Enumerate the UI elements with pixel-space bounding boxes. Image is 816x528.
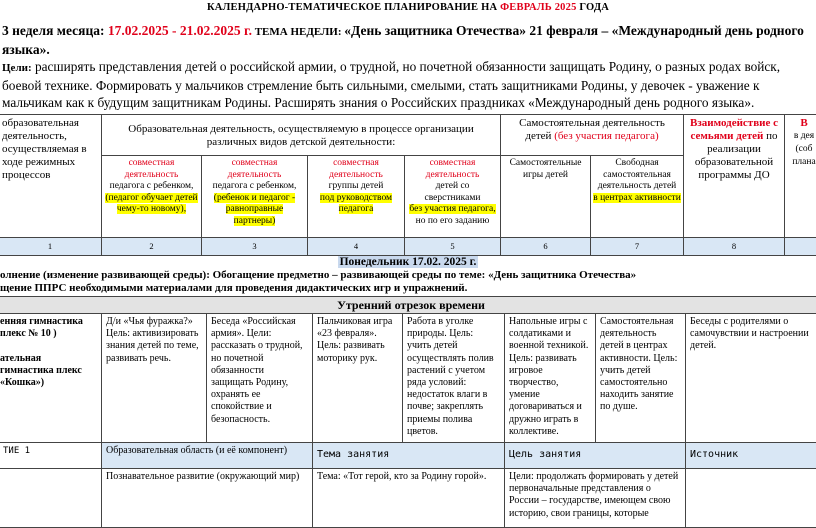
indep-red: (без участия педагога) xyxy=(554,130,659,142)
morning-finger-game: Пальчиковая игра «23 февраля». Цель: развивать моторику рук. xyxy=(312,313,403,443)
header-independent-games: Самостоятельные игры детей xyxy=(500,155,591,238)
sub1-black: педагога с ребенком, xyxy=(109,181,194,191)
lesson-label: ТИЕ 1 xyxy=(0,442,102,469)
sub1-yellow: (педагог обучает детей чему-то новому), xyxy=(105,192,198,214)
col-number-3: 3 xyxy=(201,237,308,256)
environment-line-1: олнение (изменение развивающей среды): Обогащение предметно – развивающей среды по теме: «День защитника Отечества» xyxy=(0,269,637,281)
morning-nature-corner: Работа в уголке природы. Цель: учить детей осуществлять полив растений с учетом ряда условий: недостаток влаги в почве; закреплять приемы полива цветов. xyxy=(402,313,505,443)
indep2-yellow: в центрах активности xyxy=(593,192,681,203)
sub3-yellow: под руководством педагога xyxy=(319,192,393,214)
day-heading xyxy=(0,256,816,268)
family-black: по реализации образовательной программы ДО xyxy=(694,130,778,181)
week-dates: 17.02.2025 - 21.02.2025 г. xyxy=(104,23,252,38)
sub2-red: совместная деятельность xyxy=(227,158,282,180)
day-text: Понедельник 17.02. 2025 г. xyxy=(339,256,477,268)
title-suffix: ГОДА xyxy=(576,2,610,13)
header-organized-activity: Образовательная деятельность, осуществляемую в процессе организации различных видов детской деятельности: xyxy=(101,114,501,156)
col-number-7: 7 xyxy=(590,237,684,256)
morning-floor-games: Напольные игры с солдатиками и военной техникой. Цель: развивать игровое творчество, умение договариваться и дружно играть в коллективе. xyxy=(504,313,596,443)
environment-line-2: щение ППРС необходимыми материалами для проведения дидактических игр и упражнений. xyxy=(0,282,468,294)
header-sub-group xyxy=(307,155,405,238)
header-last-col xyxy=(784,114,816,238)
last-black: в дея (соб плана xyxy=(792,131,816,167)
header-sub-teacher-child xyxy=(101,155,202,238)
indep-black: Самостоятельная деятельность детей xyxy=(519,117,665,142)
title-prefix: КАЛЕНДАРНО-ТЕМАТИЧЕСКОЕ ПЛАНИРОВАНИЕ НА xyxy=(206,2,501,13)
sub2-yellow: (ребенок и педагог - равноправные партнеры) xyxy=(213,192,296,226)
sub3-black: группы детей xyxy=(328,181,384,191)
theme-label: ТЕМА НЕДЕЛИ: xyxy=(251,26,345,38)
last-red: В xyxy=(800,117,808,129)
sub4-red: совместная деятельность xyxy=(425,158,480,180)
morning-exercises: енняя гимнастика плекс № 10 ) ательная гимнастика плекс «Кошка») xyxy=(0,313,102,443)
goals-text: расширять представления детей о российской армии, о трудной, но почетной обязанности защищать Родину, о разных родах войск, боевой технике. Формировать у мальчиков стремление быть сильными, смелыми, стать защитниками Родины, у девочек - уважение к мальчикам как к будущим защитникам Родины. Расширять знания о Российских праздниках «Международный день родного языка». xyxy=(2,59,781,110)
col-number-2: 2 xyxy=(101,237,202,256)
col-number-1: 1 xyxy=(0,237,102,256)
lesson-goal: Цели: продолжать формировать у детей первоначальные представления о России – государстве, имеющем свою историю, свои границы, которые xyxy=(504,468,686,528)
lesson-area: Познавательное развитие (окружающий мир) xyxy=(101,468,313,528)
sub4-black: детей со сверстниками xyxy=(424,181,481,203)
week-line xyxy=(2,22,814,58)
header-sub-partners xyxy=(201,155,308,238)
document-title xyxy=(0,2,816,13)
col-number-4: 4 xyxy=(307,237,405,256)
lesson-empty-cell xyxy=(0,468,102,528)
morning-parents-talk: Беседы с родителями о самочувствии и настроении детей. xyxy=(685,313,816,443)
week-label: 3 неделя месяца: xyxy=(2,23,105,38)
lesson-source-header: Источник xyxy=(685,442,816,469)
morning-independent: Самостоятельная деятельность детей в центрах активности. Цель: учить детей самостоятельно находить занятие по душе. xyxy=(595,313,686,443)
morning-conversation: Беседа «Российская армия». Цели: рассказать о трудной, но почетной обязанности защищать Родину, охранять ее спокойствие и безопасность. xyxy=(206,313,313,443)
col-number-6: 6 xyxy=(500,237,591,256)
sub4-tail: но по его заданию xyxy=(415,215,490,226)
sub2-black: педагога с ребенком, xyxy=(212,181,297,191)
goals-paragraph xyxy=(2,58,814,111)
morning-section-label: Утренний отрезок времени xyxy=(0,296,816,314)
col-number-5: 5 xyxy=(404,237,501,256)
sub1-red: совместная деятельность xyxy=(124,158,179,180)
lesson-goal-header: Цель занятия xyxy=(504,442,686,469)
goals-label: Цели: xyxy=(2,62,32,74)
col-number-9 xyxy=(784,237,816,256)
sub4-yellow: без участия педагога, xyxy=(409,204,496,214)
lesson-source xyxy=(685,468,816,528)
header-family xyxy=(683,114,785,238)
lesson-area-header: Образовательная область (и её компонент) xyxy=(101,442,313,469)
col-number-8: 8 xyxy=(683,237,785,256)
indep2-black: Свободная самостоятельная деятельность детей xyxy=(597,158,677,191)
lesson-topic-header: Тема занятия xyxy=(312,442,505,469)
lesson-topic: Тема: «Тот герой, кто за Родину горой». xyxy=(312,468,505,528)
week-theme: «День защитника Отечества» 21 февраля – «Международный день родного языка». xyxy=(2,23,804,57)
sub3-red: совместная деятельность xyxy=(329,158,383,180)
header-free-activity xyxy=(590,155,684,238)
morning-didactic-game: Д/и «Чья фуражка?» Цель: активизировать знания детей по теме, развивать речь. xyxy=(101,313,207,443)
header-routine-activity: образовательная деятельность, осуществляемая в ходе режимных процессов xyxy=(0,114,102,238)
header-sub-peers xyxy=(404,155,501,238)
header-independent-activity xyxy=(500,114,684,156)
family-red: Взаимодействие с семьями детей xyxy=(690,117,778,142)
title-month: ФЕВРАЛЬ 2025 xyxy=(500,2,577,13)
